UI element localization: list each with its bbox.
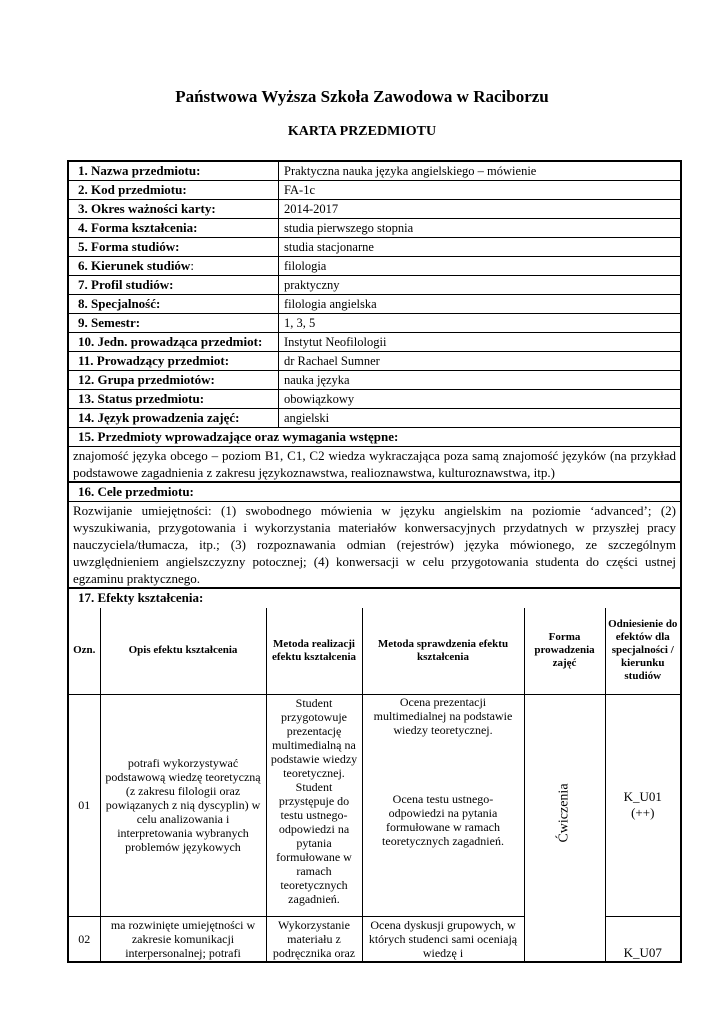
field-value: studia stacjonarne xyxy=(284,240,374,254)
field-row xyxy=(69,200,680,219)
field-label: 14. Język prowadzenia zajęć: xyxy=(69,409,279,427)
field-row xyxy=(69,295,680,314)
field-label-colon: : xyxy=(190,258,194,273)
field-label: 11. Prowadzący przedmiot: xyxy=(69,352,279,370)
field-row xyxy=(69,219,680,238)
field-value: dr Rachael Sumner xyxy=(284,354,380,368)
section-16-heading: 16. Cele przedmiotu: xyxy=(69,483,680,502)
col-header-form: Forma prowadzenia zajęć xyxy=(524,608,605,694)
col-header-method: Metoda realizacji efektu kształcenia xyxy=(266,608,362,694)
ref-code: K_U01 xyxy=(623,789,662,804)
field-row xyxy=(69,276,680,295)
learning-outcomes-table xyxy=(69,608,680,961)
field-value: 1, 3, 5 xyxy=(284,316,316,330)
field-value: angielski xyxy=(284,411,330,425)
field-label: 12. Grupa przedmiotów: xyxy=(69,371,279,389)
outcome-reference xyxy=(605,694,680,916)
field-label: 13. Status przedmiotu: xyxy=(69,390,279,408)
ref-mark: (++) xyxy=(631,805,655,820)
field-label: 5. Forma studiów: xyxy=(69,238,279,256)
field-row xyxy=(69,314,680,333)
spacer xyxy=(366,737,521,792)
field-row xyxy=(69,162,680,181)
field-value: Praktyczna nauka języka angielskiego – mówienie xyxy=(284,164,537,178)
outcome-description: potrafi wykorzystywać podstawową wiedzę teoretyczną (z zakresu filologii oraz powiązanych z nią dyscyplin) w celu analizowania i interpretowania wybranych problemów językowych xyxy=(100,694,266,916)
field-label: 9. Semestr: xyxy=(69,314,279,332)
field-value: 2014-2017 xyxy=(284,202,339,216)
outcome-id: 01 xyxy=(69,694,100,916)
col-header-description: Opis efektu kształcenia xyxy=(100,608,266,694)
outcome-description: ma rozwinięte umiejętności w zakresie komunikacji interpersonalnej; potrafi xyxy=(100,916,266,961)
field-value: nauka języka xyxy=(284,373,350,387)
field-row xyxy=(69,333,680,352)
outcome-form xyxy=(524,694,605,961)
section-15-text: znajomość języka obcego – poziom B1, C1, C2 wiedza wykraczająca poza samą znajomość języków (na przykład podstawowe zagadnienia z zakresu językoznawstwa, realioznawstwa, kulturoznawstwa, itp.) xyxy=(69,447,680,483)
outcome-id: 02 xyxy=(69,916,100,961)
field-value: Instytut Neofilologii xyxy=(284,335,387,349)
institution-title: Państwowa Wyższa Szkoła Zawodowa w Raciborzu xyxy=(175,87,549,106)
section-15-heading: 15. Przedmioty wprowadzające oraz wymagania wstępne: xyxy=(69,428,680,447)
field-label: 10. Jedn. prowadząca przedmiot: xyxy=(69,333,279,351)
col-header-check: Metoda sprawdzenia efektu kształcenia xyxy=(362,608,524,694)
field-row xyxy=(69,352,680,371)
section-17-heading: 17. Efekty kształcenia: xyxy=(78,590,204,605)
outcome-method: Wykorzystanie materiału z podręcznika oraz xyxy=(266,916,362,961)
table-row xyxy=(69,694,680,916)
field-value: filologia angielska xyxy=(284,297,377,311)
field-label-text: 6. Kierunek studiów xyxy=(78,258,191,273)
outcome-method: Student przygotowuje prezentację multimedialną na podstawie wiedzy teoretycznej. Student przystępuje do testu ustnego-odpowiedzi na pytania formułowane w ramach teoretycznych zagadnień. xyxy=(266,694,362,916)
section-16-text: Rozwijanie umiejętności: (1) swobodnego mówienia w języku angielskim na poziomie ‘advanced’; (2) wyszukiwania, przygotowania i wykorzystania materiałów konwersacyjnych przydatnych w przyszłej pracy nauczyciela/tłumacza, itp.; (3) rozpoznawania odmian (rejestrów) języka mówionego, ze szczególnym uwzględnieniem angielszczyzny potocznej; (4) konwersacji w celu przygotowania studenta do części ustnej egzaminu praktycznego. xyxy=(69,502,680,589)
field-label: 8. Specjalność: xyxy=(69,295,279,313)
col-header-reference: Odniesienie do efektów dla specjalności / kierunku studiów xyxy=(605,608,680,694)
col-header-id: Ozn. xyxy=(69,608,100,694)
field-label: 7. Profil studiów: xyxy=(69,276,279,294)
field-row xyxy=(69,181,680,200)
outcome-check: Ocena dyskusji grupowych, w których studenci sami oceniają wiedzę i xyxy=(362,916,524,961)
course-card-table xyxy=(67,160,682,963)
outcome-check-1: Ocena prezentacji multimedialnej na podstawie wiedzy teoretycznej. xyxy=(373,694,513,737)
form-label: Ćwiczenia xyxy=(556,782,572,843)
field-label: 4. Forma kształcenia: xyxy=(69,219,279,237)
field-row xyxy=(69,390,680,409)
outcome-check-2: Ocena testu ustnego-odpowiedzi na pytania formułowane w ramach teoretycznych zagadnień. xyxy=(382,791,504,848)
outcome-check xyxy=(362,694,524,916)
field-label: 1. Nazwa przedmiotu: xyxy=(69,162,279,180)
field-row xyxy=(69,371,680,390)
field-label xyxy=(69,257,279,275)
field-row xyxy=(69,257,680,276)
outcome-reference: K_U07 xyxy=(605,916,680,961)
field-label: 3. Okres ważności karty: xyxy=(69,200,279,218)
field-value: praktyczny xyxy=(284,278,340,292)
field-row xyxy=(69,409,680,428)
field-row xyxy=(69,238,680,257)
field-value: FA-1c xyxy=(284,183,316,197)
field-value: filologia xyxy=(284,259,327,273)
document-title: KARTA PRZEDMIOTU xyxy=(287,124,437,139)
field-value: studia pierwszego stopnia xyxy=(284,221,414,235)
field-label: 2. Kod przedmiotu: xyxy=(69,181,279,199)
field-value: obowiązkowy xyxy=(284,392,355,406)
